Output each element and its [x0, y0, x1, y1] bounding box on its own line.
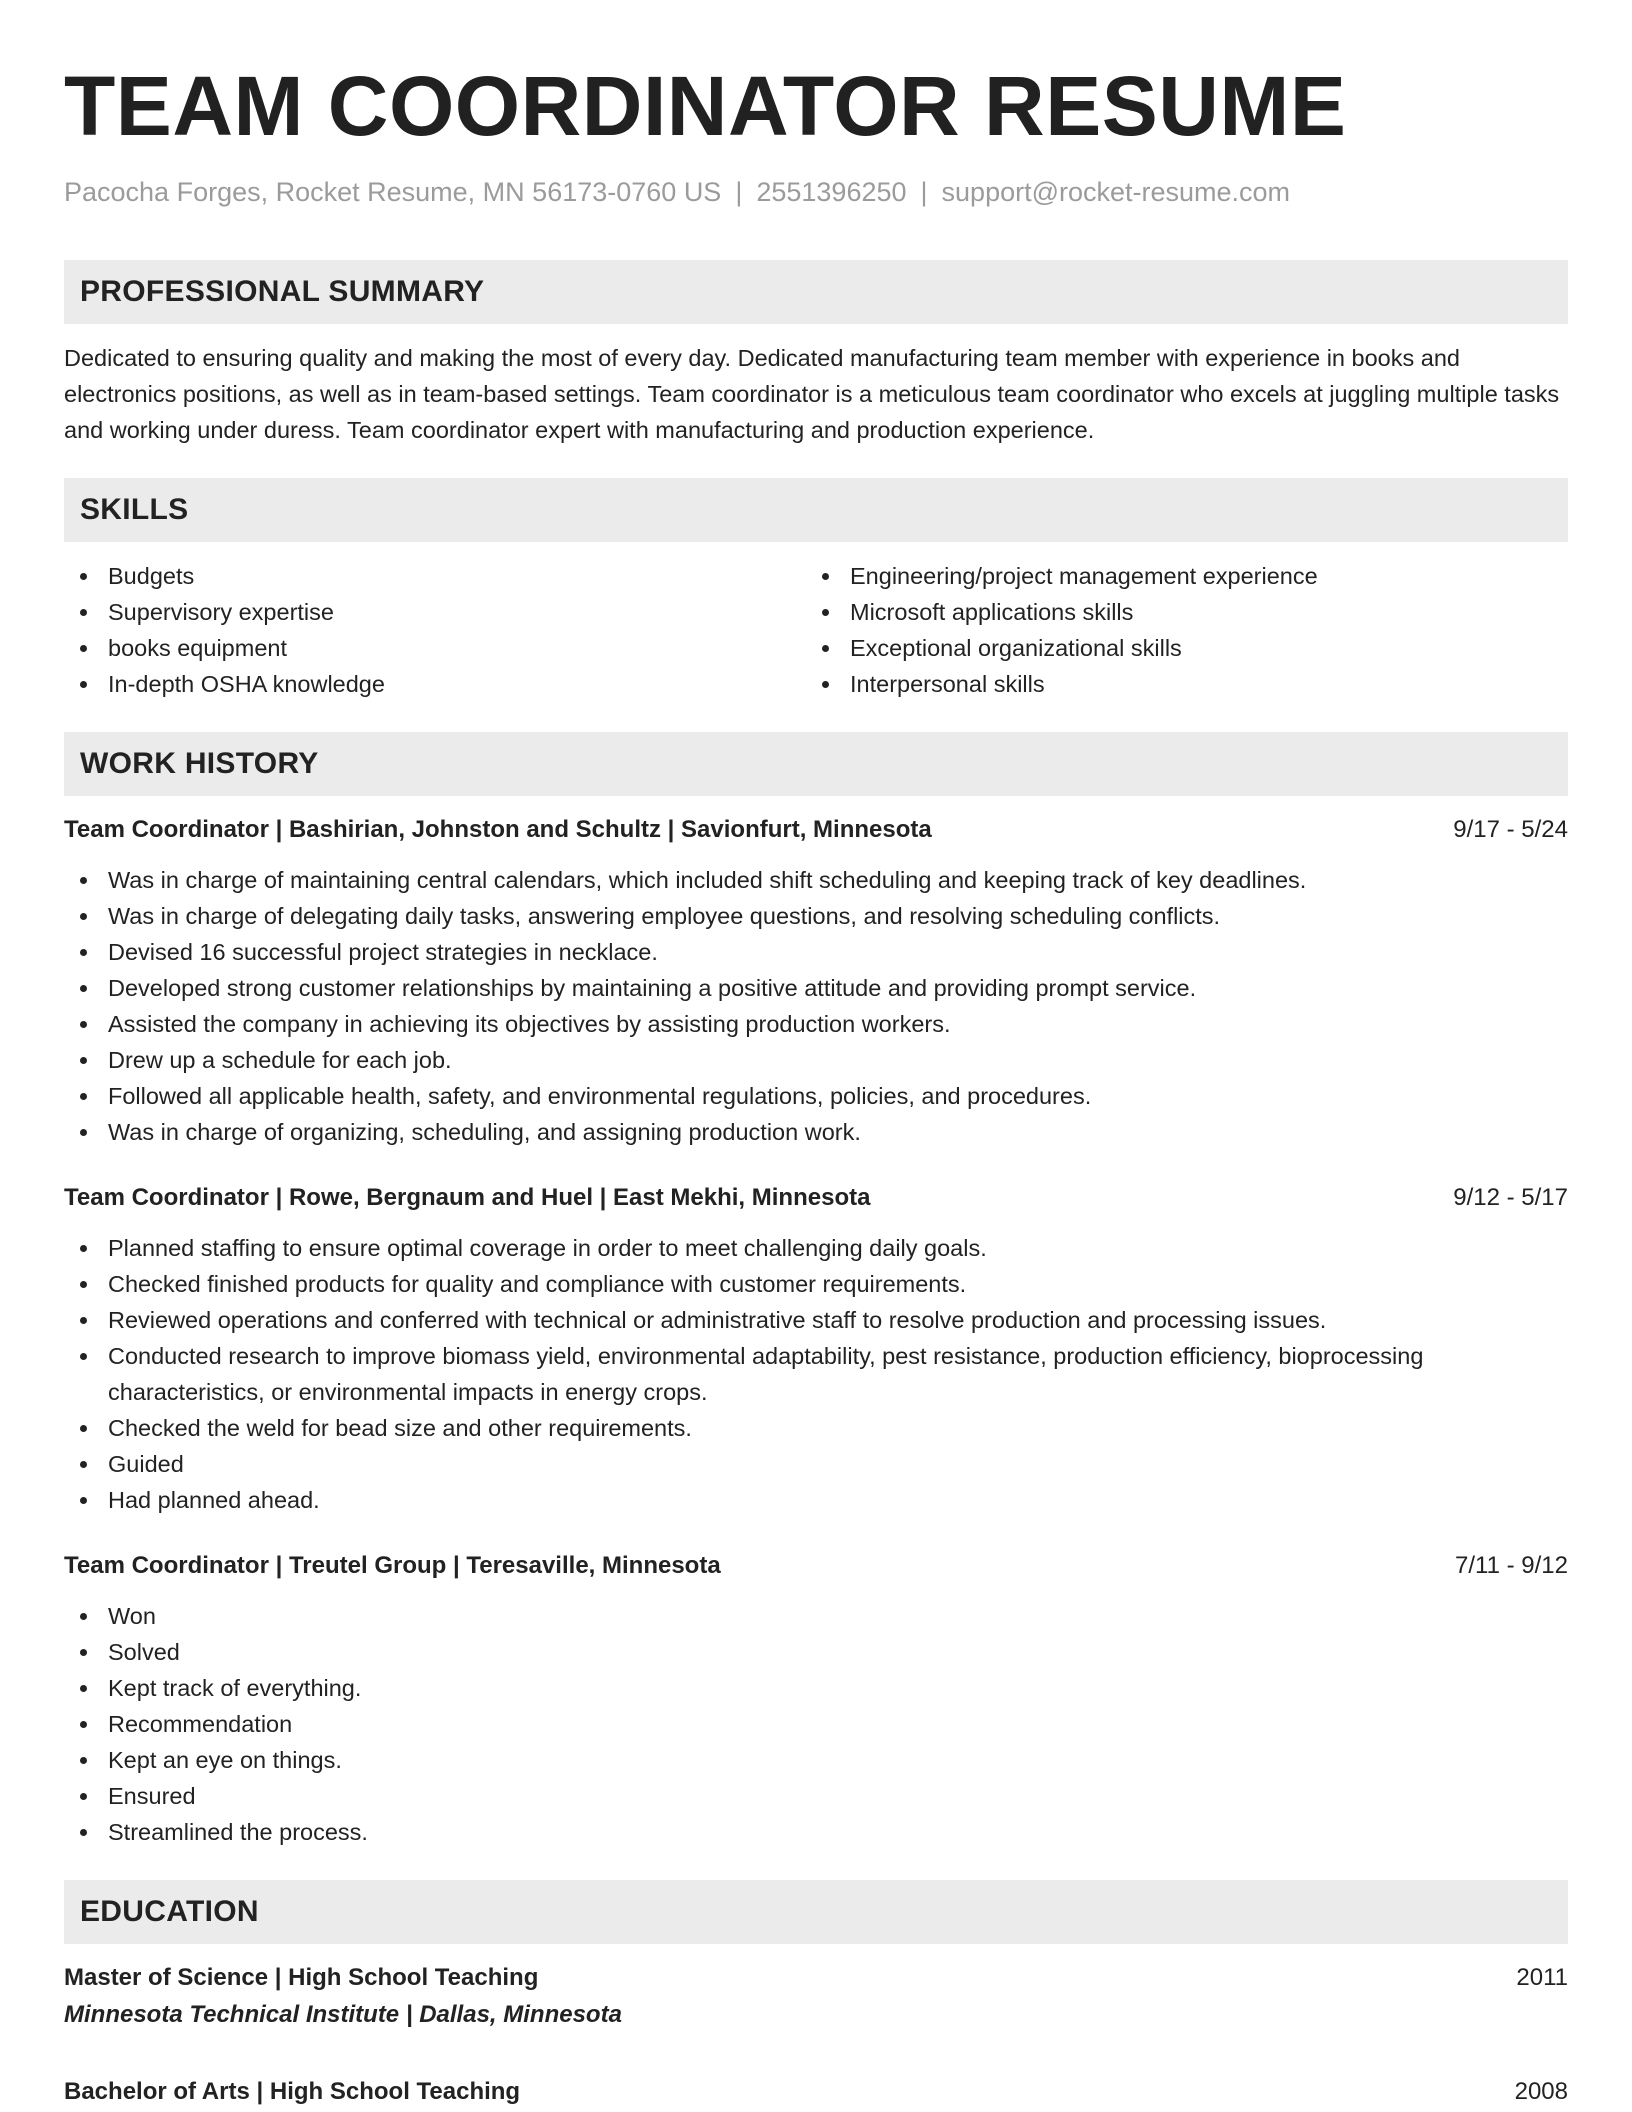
education-list: [64, 1960, 1568, 2110]
job-entry: [64, 1548, 1568, 1850]
job-bullet: Checked the weld for bead size and other requirements.: [64, 1410, 1568, 1446]
job-bullet: Was in charge of organizing, scheduling, and assigning production work.: [64, 1114, 1568, 1150]
contact-email[interactable]: support@rocket-resume.com: [941, 177, 1291, 207]
contact-line: [64, 174, 1568, 210]
job-bullet-list: [64, 862, 1568, 1150]
job-entry: [64, 1180, 1568, 1518]
job-bullet: Recommendation: [64, 1706, 1568, 1742]
skill-item: Budgets: [64, 558, 806, 594]
job-bullet: Guided: [64, 1446, 1568, 1482]
job-dates: 9/12 - 5/17: [1453, 1184, 1568, 1211]
job-title: Team Coordinator | Bashirian, Johnston and Schultz | Savionfurt, Minnesota: [64, 816, 932, 843]
job-bullet: Followed all applicable health, safety, and environmental regulations, policies, and procedures.: [64, 1078, 1568, 1114]
job-header: [64, 1180, 1568, 1216]
section-header-education: EDUCATION: [64, 1880, 1568, 1944]
job-bullet: Was in charge of maintaining central calendars, which included shift scheduling and keeping track of key deadlines.: [64, 862, 1568, 898]
job-bullet: Devised 16 successful project strategies in necklace.: [64, 934, 1568, 970]
contact-address: Pacocha Forges, Rocket Resume, MN 56173-0760 US: [64, 177, 722, 207]
job-bullet: Checked finished products for quality and compliance with customer requirements.: [64, 1266, 1568, 1302]
education-school: Minnesota Technical Institute | Dallas, Minnesota: [64, 2001, 622, 2028]
section-header-skills: SKILLS: [64, 478, 1568, 542]
job-bullet: Drew up a schedule for each job.: [64, 1042, 1568, 1078]
section-header-work-history: WORK HISTORY: [64, 732, 1568, 796]
skill-item: Microsoft applications skills: [806, 594, 1548, 630]
skill-item: books equipment: [64, 630, 806, 666]
education-year: 2011: [1516, 1964, 1568, 1991]
job-bullet: Planned staffing to ensure optimal coverage in order to meet challenging daily goals.: [64, 1230, 1568, 1266]
skills-column-right: [806, 558, 1548, 702]
skill-item: In-depth OSHA knowledge: [64, 666, 806, 702]
resume-title: TEAM COORDINATOR RESUME: [64, 59, 1347, 153]
job-title: Team Coordinator | Rowe, Bergnaum and Huel | East Mekhi, Minnesota: [64, 1184, 871, 1211]
job-bullet: Developed strong customer relationships by maintaining a positive attitude and providing prompt service.: [64, 970, 1568, 1006]
contact-phone: 2551396250: [756, 177, 907, 207]
job-bullet-list: [64, 1598, 1568, 1850]
work-history-list: [64, 812, 1568, 1850]
job-bullet: Kept an eye on things.: [64, 1742, 1568, 1778]
job-bullet: Had planned ahead.: [64, 1482, 1568, 1518]
education-entry: [64, 1960, 1568, 2034]
skill-item: Interpersonal skills: [806, 666, 1548, 702]
job-header: [64, 812, 1568, 848]
job-dates: 7/11 - 9/12: [1455, 1552, 1568, 1579]
section-header-summary: PROFESSIONAL SUMMARY: [64, 260, 1568, 324]
education-header: [64, 1960, 1568, 1996]
job-bullet: Streamlined the process.: [64, 1814, 1568, 1850]
resume-content: [64, 0, 1568, 2110]
education-year: 2008: [1514, 2078, 1568, 2105]
contact-separator: |: [735, 177, 743, 207]
job-bullet-list: [64, 1230, 1568, 1518]
job-title: Team Coordinator | Treutel Group | Teresaville, Minnesota: [64, 1552, 721, 1579]
job-bullet: Was in charge of delegating daily tasks, answering employee questions, and resolving scheduling conflicts.: [64, 898, 1568, 934]
skill-item: Exceptional organizational skills: [806, 630, 1548, 666]
skill-item: Engineering/project management experience: [806, 558, 1548, 594]
skill-item: Supervisory expertise: [64, 594, 806, 630]
summary-text: Dedicated to ensuring quality and making the most of every day. Dedicated manufacturing team member with experience in books and electronics positions, as well as in team-based settings. Team coordinator is a meticulous team coordinator who excels at juggling multiple tasks and working under duress. Team coordinator expert with manufacturing and production experience.: [64, 345, 1560, 443]
skills-list: [64, 558, 1568, 702]
skills-column-left: [64, 558, 806, 702]
education-degree: Master of Science | High School Teaching: [64, 1964, 539, 1991]
job-dates: 9/17 - 5/24: [1453, 816, 1568, 843]
job-bullet: Kept track of everything.: [64, 1670, 1568, 1706]
contact-separator: |: [920, 177, 928, 207]
education-degree: Bachelor of Arts | High School Teaching: [64, 2078, 521, 2105]
job-header: [64, 1548, 1568, 1584]
job-bullet: Reviewed operations and conferred with technical or administrative staff to resolve production and processing issues.: [64, 1302, 1568, 1338]
job-bullet: Won: [64, 1598, 1568, 1634]
education-header: [64, 2074, 1568, 2110]
job-bullet: Conducted research to improve biomass yield, environmental adaptability, pest resistance, production efficiency, bioprocessing characteristics, or environmental impacts in energy crops.: [64, 1338, 1568, 1410]
job-bullet: Assisted the company in achieving its objectives by assisting production workers.: [64, 1006, 1568, 1042]
job-entry: [64, 812, 1568, 1150]
job-bullet: Solved: [64, 1634, 1568, 1670]
job-bullet: Ensured: [64, 1778, 1568, 1814]
education-entry: [64, 2074, 1568, 2110]
